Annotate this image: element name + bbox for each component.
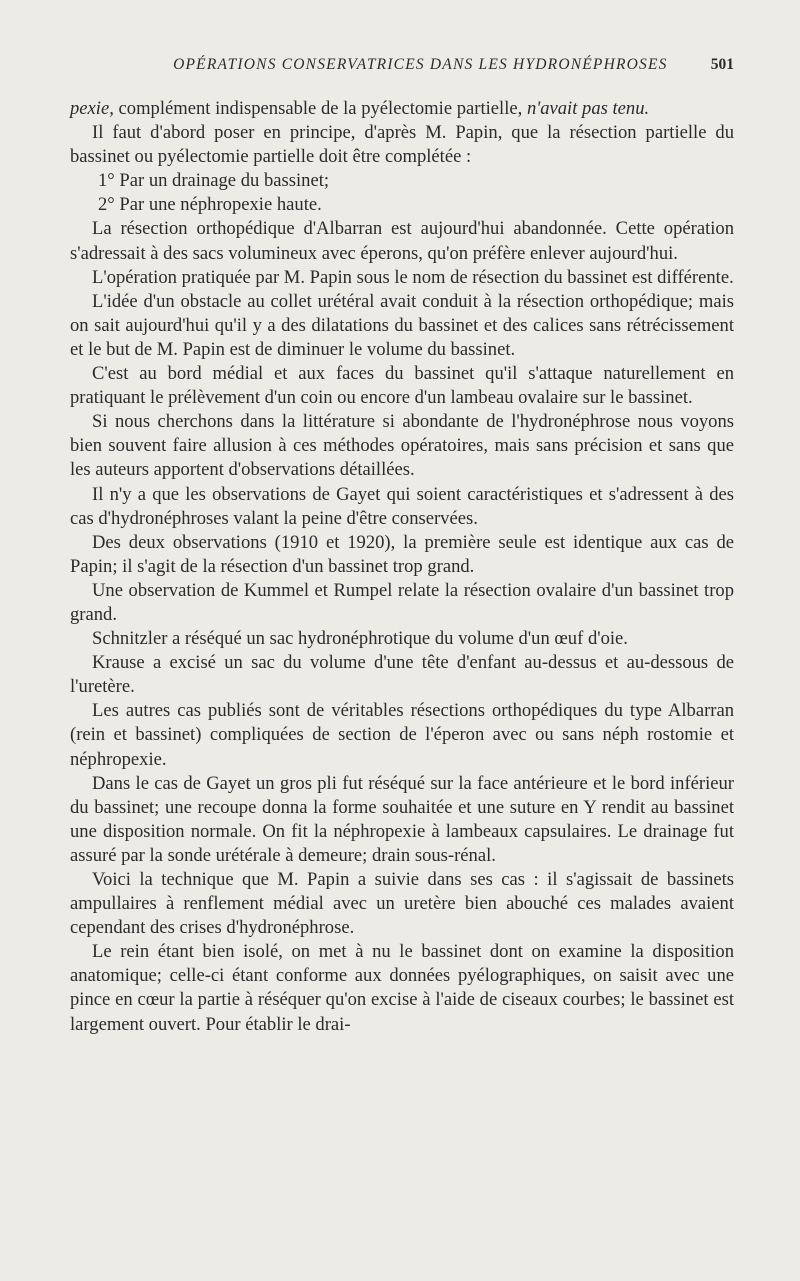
paragraph-9: Il n'y a que les observations de Gayet qui soient caractéristiques et s'adressent à des cas d'hydronéphroses valant la peine d'être conservées. [70,483,734,529]
paragraph-0 [70,97,734,121]
paragraph-12: Schnitzler a réséqué un sac hydronéphrotique du volume d'un œuf d'oie. [92,628,628,650]
paragraph-16: Voici la technique que M. Papin a suivie dans ses cas : il s'agissait de bassinets ampullaires à renflement médial avec un uretère bien abouché ces malades avaient cependant des crises d'hydronéphrose. [70,869,734,939]
italic-fragment: pexie, [70,98,114,119]
paragraph-7: C'est au bord médial et aux faces du bassinet qu'il s'attaque naturellement en pratiquant le prélèvement d'un coin ou encore d'un lambeau ovalaire sur le bassinet. [70,363,734,409]
paragraph-14: Les autres cas publiés sont de véritables résections orthopédiques du type Albarran (rein et bassinet) compliquées de section de l'éperon avec ou sans néph rostomie et néphropexie. [70,700,734,770]
paragraph-8: Si nous cherchons dans la littérature si abondante de l'hydronéphrose nous voyons bien souvent faire allusion à ces méthodes opératoires, mais sans précision et sans que les auteurs apportent d'observations détaillées. [70,411,734,481]
page-number: 501 [710,56,734,73]
list-item-2: 2° Par une néphropexie haute. [98,194,322,216]
paragraph-5: L'opération pratiquée par M. Papin sous le nom de résection du bassinet est différente. [92,266,734,288]
paragraph-13: Krause a excisé un sac du volume d'une tête d'enfant au-dessus et au-dessous de l'uretère. [70,652,734,698]
list-item-1: 1° Par un drainage du bassinet; [98,170,330,192]
paragraph-15: Dans le cas de Gayet un gros pli fut réséqué sur la face antérieure et le bord inférieur du bassinet; une recoupe donna la forme souhaitée et une suture en Y rendit au bassinet une disposition normale. On fit la néphropexie à lambeaux capsulaires. Le drainage fut assuré par la sonde urétérale à demeure; drain sous-rénal. [70,772,734,866]
paragraph-10: Des deux observations (1910 et 1920), la première seule est identique aux cas de Papin; il s'agit de la résection d'un bassinet trop grand. [70,531,734,577]
paragraph-text: complément indispensable de la pyélectomie partielle, [113,98,527,119]
paragraph-11: Une observation de Kummel et Rumpel relate la résection ovalaire d'un bassinet trop grand. [70,579,734,625]
paragraph-4: La résection orthopédique d'Albarran est aujourd'hui abandonnée. Cette opération s'adressait à des sacs volumineux avec éperons, qu'on préfère enlever aujourd'hui. [70,218,734,264]
paragraph-6: L'idée d'un obstacle au collet urétéral avait conduit à la résection orthopédique; mais on sait aujourd'hui qu'il y a des dilatations du bassinet et des calices sans rétrécissement et le but de M. Papin est de diminuer le volume du bassinet. [70,290,734,360]
italic-fragment: n'avait pas tenu. [526,98,650,119]
body-text [70,97,734,1037]
running-head-title: OPÉRATIONS CONSERVATRICES DANS LES HYDRONÉPHROSES [173,56,668,73]
paragraph-1: Il faut d'abord poser en principe, d'après M. Papin, que la résection partielle du bassinet ou pyélectomie partielle doit être complétée : [70,122,734,168]
paragraph-17: Le rein étant bien isolé, on met à nu le bassinet dont on examine la disposition anatomique; celle-ci étant conforme aux données pyélographiques, on saisit avec une pince en cœur la partie à réséquer qu'on excise à l'aide de ciseaux courbes; le bassinet est largement ouvert. Pour établir le drai- [70,941,734,1035]
running-head [70,56,734,74]
